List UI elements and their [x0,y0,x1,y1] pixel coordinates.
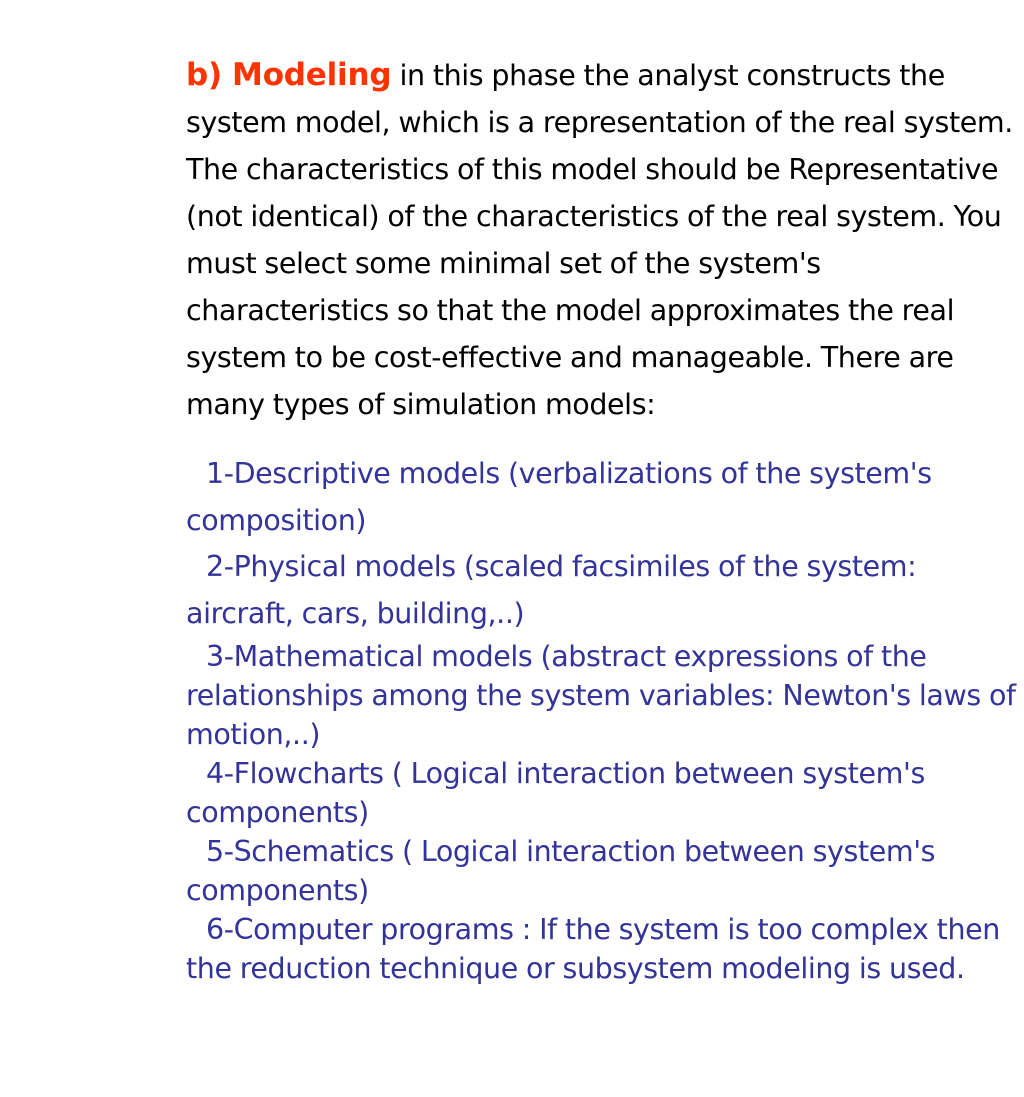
list-item: 5-Schematics ( Logical interaction between system's components) [186,835,936,907]
model-types-list [186,451,1020,988]
intro-paragraph [186,52,1020,428]
list-item: 3-Mathematical models (abstract expressions of the relationships among the system variables: Newton's laws of motion,..) [186,640,1016,751]
list-item: 2-Physical models (scaled facsimiles of the system: aircraft, cars, building,..) [186,550,917,630]
list-item: 1-Descriptive models (verbalizations of the system's composition) [186,457,932,537]
list-item: 6-Computer programs : If the system is too complex then the reduction technique or subsystem modeling is used. [186,913,1000,985]
intro-text: in this phase the analyst constructs the system model, which is a representation of the real system. The characteristics of this model should be Representative (not identical) of the characteristics of the real system. You must select some minimal set of the system's characteristics so that the model approximates the real system to be cost-effective and manageable. There are many types of simulation models: [186,59,1013,421]
section-heading: b) Modeling [186,57,392,93]
slide-content [186,52,1020,988]
list-item: 4-Flowcharts ( Logical interaction between system's components) [186,757,925,829]
